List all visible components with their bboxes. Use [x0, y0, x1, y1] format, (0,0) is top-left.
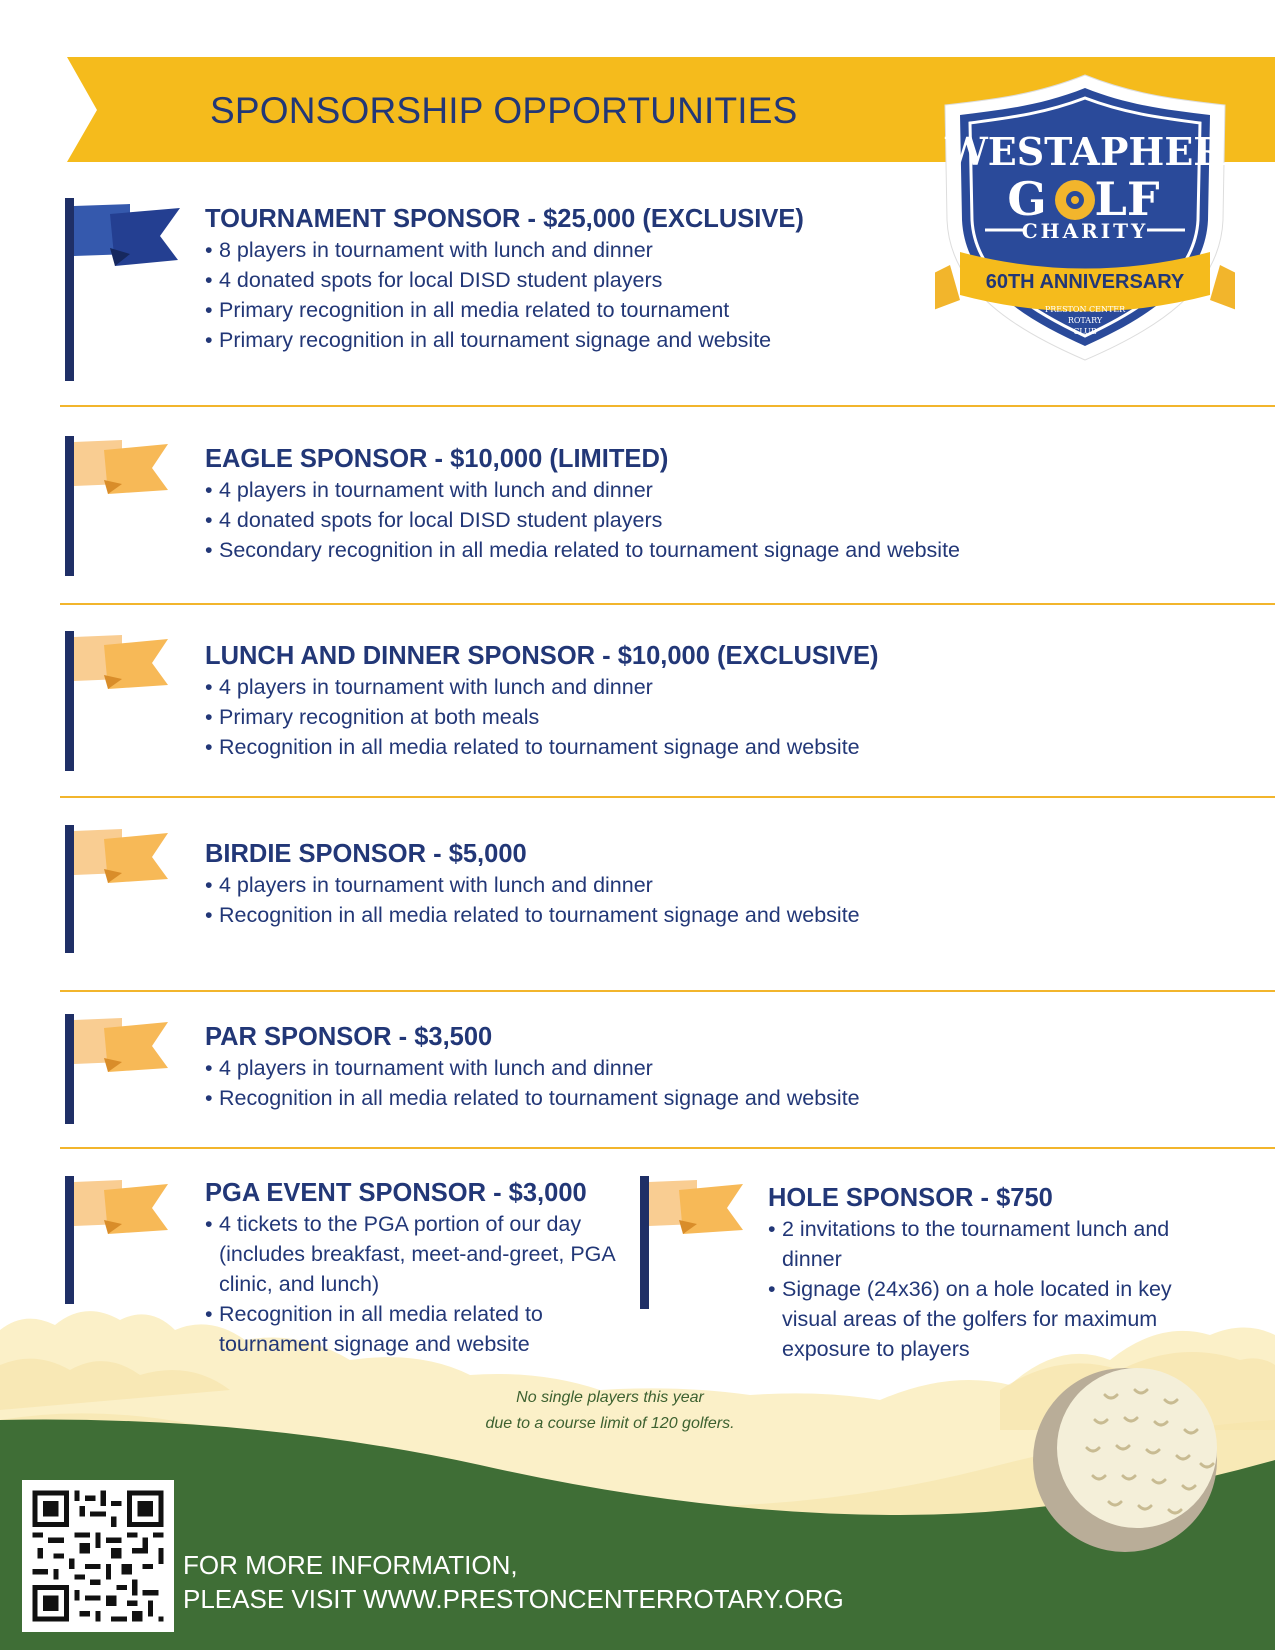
section-divider — [60, 603, 1275, 605]
qr-code[interactable] — [22, 1480, 174, 1632]
section-divider — [60, 796, 1275, 798]
page-title: SPONSORSHIP OPPORTUNITIES — [210, 90, 798, 131]
footer-info — [183, 1548, 844, 1616]
lunch-dinner-sponsor-section — [205, 640, 879, 762]
flag-icon-light — [60, 1176, 180, 1306]
logo-text-lf: LF — [1094, 172, 1160, 226]
section-title: LUNCH AND DINNER SPONSOR - $10,000 (EXCLUSIVE) — [205, 642, 879, 670]
section-divider — [60, 990, 1275, 992]
note-line: due to a course limit of 120 golfers. — [485, 1415, 735, 1432]
logo-ribbon-text: 60TH ANNIVERSARY — [985, 271, 1185, 293]
benefit-item: • Secondary recognition in all media related to tournament signage and website — [205, 535, 960, 565]
benefit-item: • Signage (24x36) on a hole located in key visual areas of the golfers for maximum exposure to players — [768, 1274, 1198, 1364]
benefit-item: • 4 players in tournament with lunch and dinner — [205, 870, 860, 900]
hole-sponsor-section — [768, 1182, 1198, 1364]
section-title: PGA EVENT SPONSOR - $3,000 — [205, 1179, 587, 1207]
westapher-golf-charity-logo — [935, 70, 1235, 370]
benefit-item: • Recognition in all media related to tournament signage and website — [205, 732, 879, 762]
golf-ball-icon — [1025, 1360, 1225, 1560]
benefit-item: • 4 players in tournament with lunch and dinner — [205, 475, 960, 505]
logo-club-line3: CLUB — [1073, 327, 1097, 336]
benefit-item: • Recognition in all media related to tournament signage and website — [205, 900, 860, 930]
logo-text-charity: CHARITY — [1021, 219, 1149, 243]
flag-icon-blue — [60, 198, 180, 383]
section-title: BIRDIE SPONSOR - $5,000 — [205, 840, 527, 868]
benefit-item: • 4 tickets to the PGA portion of our day (includes breakfast, meet-and-greet, PGA clinic, and lunch) — [205, 1209, 625, 1299]
section-title: TOURNAMENT SPONSOR - $25,000 (EXCLUSIVE) — [205, 205, 804, 233]
footer-line: FOR MORE INFORMATION, — [183, 1550, 518, 1580]
benefit-item: • Recognition in all media related to tournament signage and website — [205, 1299, 625, 1359]
website-link[interactable]: PLEASE VISIT WWW.PRESTONCENTERROTARY.ORG — [183, 1584, 844, 1614]
section-divider — [60, 1147, 1275, 1149]
section-title: EAGLE SPONSOR - $10,000 (LIMITED) — [205, 445, 669, 473]
logo-club-line1: PRESTON CENTER — [1044, 305, 1126, 314]
flag-icon-light — [60, 631, 180, 773]
tournament-sponsor-section — [205, 203, 804, 355]
birdie-sponsor-section — [205, 838, 860, 930]
benefit-item: • 2 invitations to the tournament lunch and dinner — [768, 1214, 1198, 1274]
note-line: No single players this year — [516, 1389, 704, 1406]
flag-icon-light — [60, 1014, 180, 1126]
benefit-item: • 4 players in tournament with lunch and dinner — [205, 672, 879, 702]
eagle-sponsor-section — [205, 443, 960, 565]
flag-icon-light — [60, 436, 180, 578]
section-divider — [60, 405, 1275, 407]
benefit-item: • Primary recognition at both meals — [205, 702, 879, 732]
logo-text-g: G — [1007, 172, 1047, 226]
logo-club-line2: ROTARY — [1067, 316, 1103, 325]
benefit-item: • 8 players in tournament with lunch and dinner — [205, 235, 804, 265]
section-title: HOLE SPONSOR - $750 — [768, 1184, 1053, 1212]
pga-event-sponsor-section — [205, 1177, 625, 1359]
benefit-item: • 4 donated spots for local DISD student players — [205, 265, 804, 295]
benefit-item: • Primary recognition in all media related to tournament — [205, 295, 804, 325]
benefit-item: • Recognition in all media related to tournament signage and website — [205, 1083, 860, 1113]
section-title: PAR SPONSOR - $3,500 — [205, 1023, 493, 1051]
logo-text-westapher: WESTAPHER — [945, 129, 1225, 174]
benefit-item: • Primary recognition in all tournament signage and website — [205, 325, 804, 355]
single-players-note — [420, 1385, 800, 1437]
benefit-item: • 4 players in tournament with lunch and dinner — [205, 1053, 860, 1083]
benefit-item: • 4 donated spots for local DISD student players — [205, 505, 960, 535]
par-sponsor-section — [205, 1021, 860, 1113]
flag-icon-light — [60, 825, 180, 955]
